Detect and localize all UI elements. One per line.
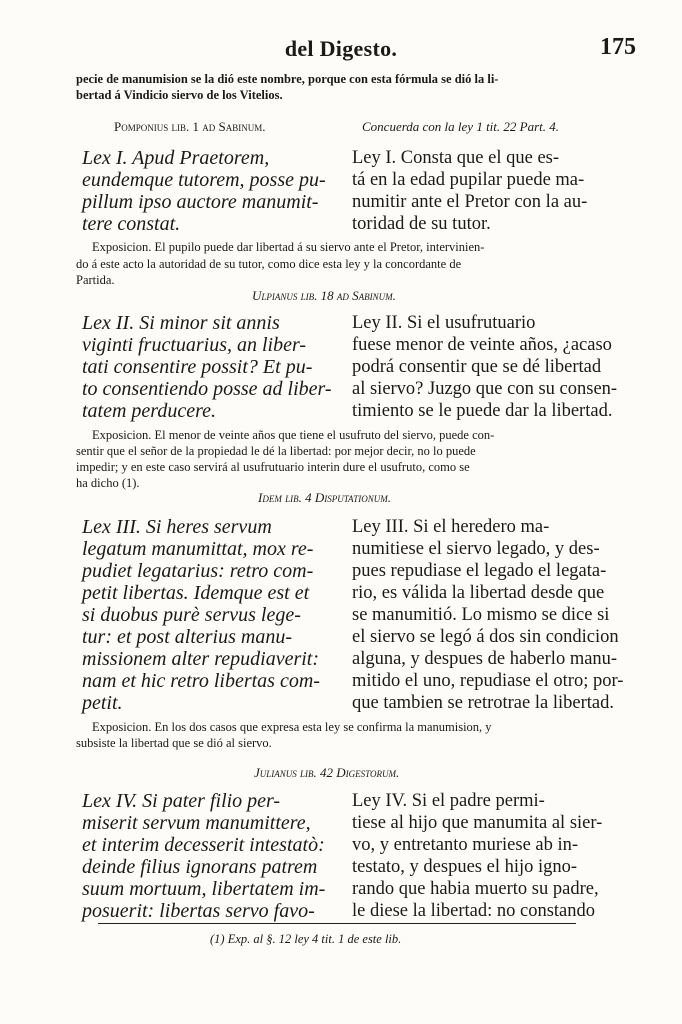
intro-line: pecie de manumision se la dió este nombre, porque con esta fórmula se dió la li- <box>76 72 499 86</box>
spanish-line: pues repudiase el legado el legata- <box>352 561 607 581</box>
concordance-citation: Concuerda con la ley 1 tit. 22 Part. 4. <box>362 119 560 134</box>
running-header: del Digesto. <box>284 36 398 61</box>
spanish-line: Ley I. Consta que el que es- <box>352 148 560 168</box>
latin-line: si duobus purè servus lege- <box>82 604 301 626</box>
latin-line: legatum manumittat, mox re- <box>82 538 314 560</box>
spanish-line: Ley IV. Si el padre permi- <box>352 791 545 811</box>
latin-line: pillum ipso auctore manumit- <box>82 191 319 213</box>
latin-line: deinde filius ignorans patrem <box>82 856 318 878</box>
latin-line: tatem perducere. <box>82 400 217 422</box>
source-citation: Pomponius lib. 1 ad Sabinum. <box>114 119 266 134</box>
spanish-line: testato, y despues el hijo igno- <box>352 857 578 877</box>
latin-line: petit libertas. Idemque est et <box>82 582 310 604</box>
exposition-line: impedir; y en este caso servirá al usufrutuario interin dure el usufruto, como se <box>76 460 470 474</box>
exposition-line: Partida. <box>76 273 115 287</box>
source-citation: Idem lib. 4 Disputationum. <box>258 490 391 505</box>
latin-line: to consentiendo posse ad liber- <box>82 378 332 400</box>
spanish-line: Ley III. Si el heredero ma- <box>352 517 550 537</box>
spanish-line: mitido el uno, repudiase el otro; por- <box>352 671 624 691</box>
exposition-line: ha dicho (1). <box>76 476 140 490</box>
latin-line: viginti fructuarius, an liber- <box>82 334 307 356</box>
latin-line: tati consentire possit? Et pu- <box>82 356 313 378</box>
page-number: 175 <box>600 34 636 60</box>
exposition-line: do á este acto la autoridad de su tutor, como dice esta ley y la concordante de <box>76 257 462 271</box>
spanish-line: timiento se le puede dar la libertad. <box>352 401 613 421</box>
spanish-line: podrá consentir que se dé libertad <box>352 357 602 377</box>
footnote: (1) Exp. al §. 12 ley 4 tit. 1 de este lib. <box>210 932 402 946</box>
latin-line: Lex II. Si minor sit annis <box>82 312 280 334</box>
latin-line: tere constat. <box>82 213 181 235</box>
latin-line: tur: et post alterius manu- <box>82 626 292 648</box>
latin-line: et interim decesserit intestatò: <box>82 834 325 856</box>
intro-line: bertad á Vindicio siervo de los Vitelios. <box>76 88 283 102</box>
latin-line: pudiet legatarius: retro com- <box>82 560 314 582</box>
spanish-line: tiese al hijo que manumita al sier- <box>352 813 603 833</box>
latin-line: missionem alter repudiaverit: <box>82 648 320 670</box>
latin-line: Lex I. Apud Praetorem, <box>82 147 270 169</box>
latin-line: petit. <box>82 692 123 714</box>
spanish-line: se manumitió. Lo mismo se dice si <box>352 605 610 625</box>
spanish-line: el siervo se legó á dos sin condicion <box>352 627 619 647</box>
spanish-line: rio, es válida la libertad desde que <box>352 583 605 603</box>
exposition-line: Exposicion. El menor de veinte años que tiene el usufruto del siervo, puede con- <box>92 428 495 442</box>
spanish-line: fuese menor de veinte años, ¿acaso <box>352 335 612 355</box>
spanish-line: alguna, y despues de haberlo manu- <box>352 649 618 669</box>
exposition-line: Exposicion. En los dos casos que expresa esta ley se confirma la manumision, y <box>92 720 492 734</box>
source-citation: Ulpianus lib. 18 ad Sabinum. <box>252 288 396 303</box>
spanish-line: Ley II. Si el usufrutuario <box>352 313 536 333</box>
latin-line: suum mortuum, libertatem im- <box>82 878 326 900</box>
exposition-line: subsiste la libertad que se dió al siervo. <box>76 736 272 750</box>
spanish-line: tá en la edad pupilar puede ma- <box>352 170 585 190</box>
spanish-line: rando que habia muerto su padre, <box>352 879 599 899</box>
latin-line: eundemque tutorem, posse pu- <box>82 169 326 191</box>
footnote-rule <box>98 923 576 924</box>
latin-line: Lex IV. Si pater filio per- <box>82 790 281 812</box>
latin-line: nam et hic retro libertas com- <box>82 670 320 692</box>
exposition-line: sentir que el señor de la propiedad le dé la libertad: por mejor decir, no lo puede <box>76 444 476 458</box>
spanish-line: numitir ante el Pretor con la au- <box>352 192 588 212</box>
spanish-line: toridad de su tutor. <box>352 214 491 234</box>
spanish-line: vo, y entretanto muriese ab in- <box>352 835 579 855</box>
latin-line: miserit servum manumittere, <box>82 812 311 834</box>
source-citation: Julianus lib. 42 Digestorum. <box>254 765 400 780</box>
latin-line: posuerit: libertas servo favo- <box>82 900 315 922</box>
spanish-line: al siervo? Juzgo que con su consen- <box>352 379 618 399</box>
latin-line: Lex III. Si heres servum <box>82 516 272 538</box>
spanish-line: numitiese el siervo legado, y des- <box>352 539 600 559</box>
spanish-line: le diese la libertad: no constando <box>352 901 595 921</box>
exposition-line: Exposicion. El pupilo puede dar libertad á su siervo ante el Pretor, intervinien- <box>92 240 485 254</box>
spanish-line: que tambien se retrotrae la libertad. <box>352 693 614 713</box>
